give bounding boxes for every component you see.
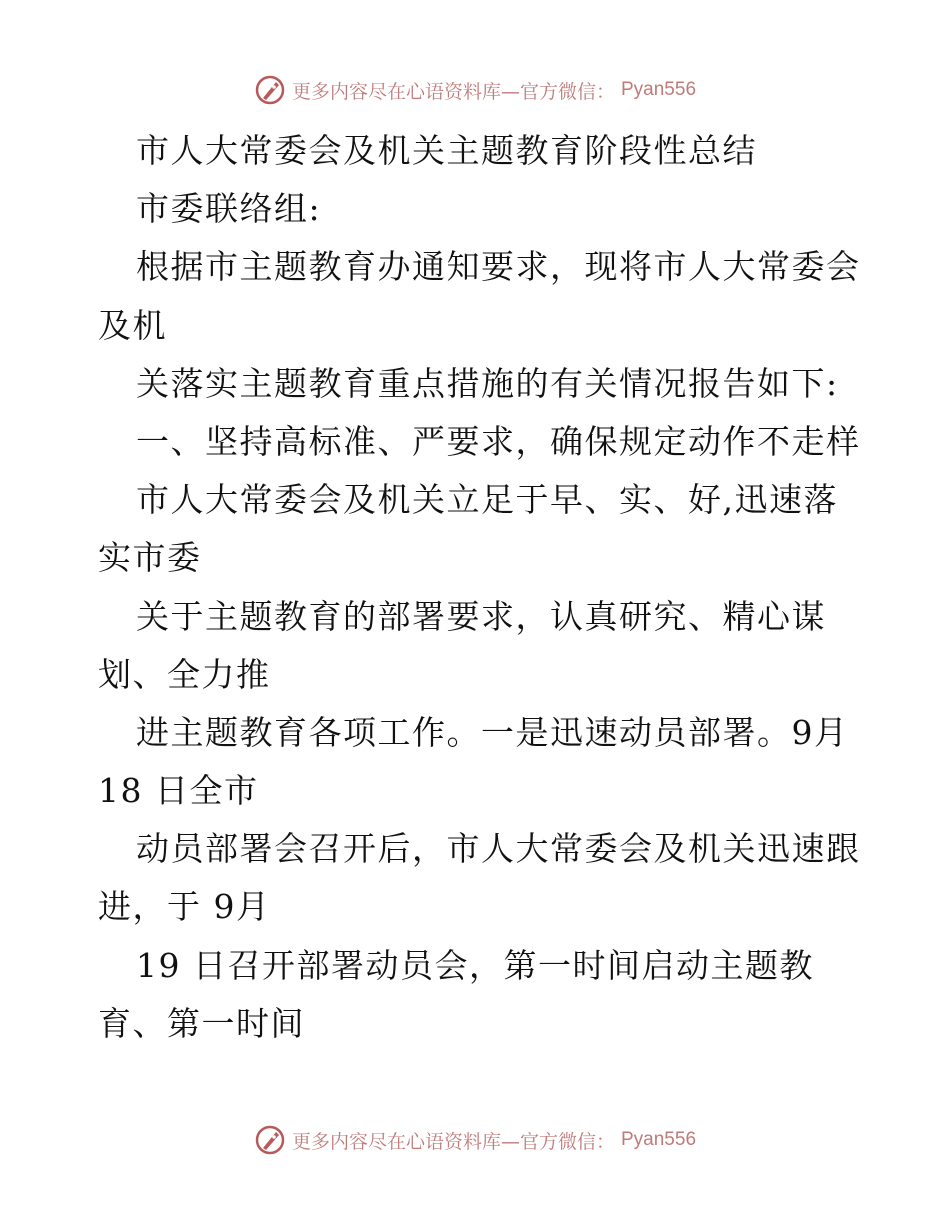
text-line: 市人大常委会及机关立足于早、实、好,迅速落 [136,480,838,520]
text-line: 关于主题教育的部署要求，认真研究、精心谋 [136,596,826,636]
text-line: 及机 [98,305,167,345]
pen-nib-logo-icon [254,1124,286,1156]
text-line: 19 日召开部署动员会，第一时间启动主题教 [136,945,814,985]
watermark-account: Pyan556 [621,1129,697,1150]
watermark-site-text: 更多内容尽在心语资料库—官方微信： [291,80,615,103]
text-line: 进，于 9月 [98,887,271,927]
watermark-account: Pyan556 [621,79,697,100]
watermark-site-text: 更多内容尽在心语资料库—官方微信： [291,1130,615,1153]
pen-nib-logo-icon [254,74,286,106]
text-line: 实市委 [98,538,202,578]
text-line: 18 日全市 [98,771,259,811]
text-line: 划、全力推 [98,654,271,694]
text-line: 市人大常委会及机关主题教育阶段性总结 [136,131,757,170]
text-line: 根据市主题教育办通知要求，现将市人大常委会 [136,247,861,287]
text-line: 一、坚持高标准、严要求，确保规定动作不走样 [136,421,861,461]
header-watermark [0,70,950,110]
footer-watermark [0,1120,950,1160]
text-line: 育、第一时间 [98,1003,305,1043]
text-line: 关落实主题教育重点措施的有关情况报告如下: [136,363,839,403]
text-line: 进主题教育各项工作。一是迅速动员部署。9月 [136,712,849,752]
text-line: 市委联络组: [136,189,322,229]
document-body [98,122,868,1053]
text-line: 动员部署会召开后，市人大常委会及机关迅速跟 [136,829,861,869]
